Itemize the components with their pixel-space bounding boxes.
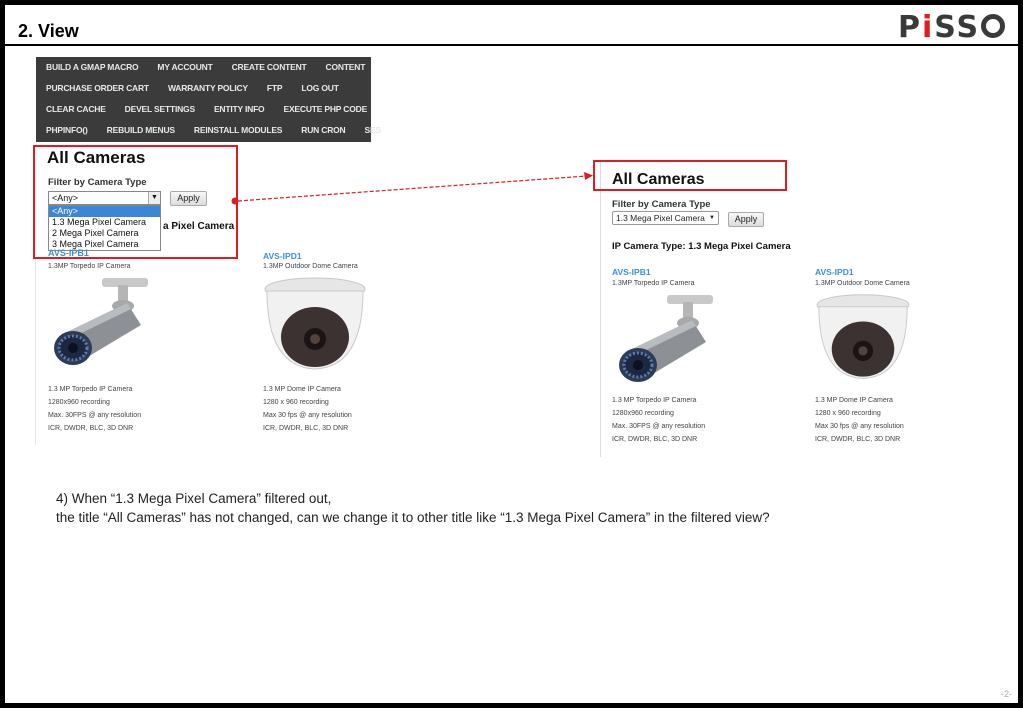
bullet-camera-image	[610, 292, 720, 392]
right-view-title: All Cameras	[612, 171, 705, 188]
chevron-down-icon[interactable]: ▼	[709, 215, 715, 221]
slide-title: 2. View	[18, 21, 79, 41]
spec-line: 1280 x 960 recording	[815, 410, 881, 417]
spec-line: ICR, DWDR, BLC, 3D DNR	[815, 436, 901, 443]
review-note	[56, 489, 770, 527]
menu-item[interactable]: LOG OUT	[301, 83, 339, 93]
logo-letters-ss: SS	[934, 10, 981, 45]
menu-item[interactable]: WARRANTY POLICY	[167, 83, 248, 93]
right-view-frame	[600, 160, 601, 457]
spec-line: 1.3 MP Torpedo IP Camera	[612, 397, 697, 404]
menu-item[interactable]: REBUILD MENUS	[106, 125, 175, 135]
page-number: -2-	[1001, 689, 1012, 699]
right-apply-button[interactable]: Apply	[728, 212, 764, 227]
dropdown-option[interactable]: 1.3 Mega Pixel Camera	[52, 217, 147, 227]
left-card-id-partial[interactable]: AVS-IPB1	[48, 248, 89, 258]
left-card-id[interactable]: AVS-IPD1	[263, 251, 302, 261]
left-card-subtitle: 1.3MP Outdoor Dome Camera	[263, 263, 358, 270]
spec-line: Max. 30FPS @ any resolution	[612, 423, 706, 430]
spec-line: ICR, DWDR, BLC, 3D DNR	[612, 436, 698, 443]
spec-line: ICR, DWDR, BLC, 3D DNR	[48, 425, 134, 432]
right-filter-label: Filter by Camera Type	[612, 199, 711, 210]
left-select-value: <Any>	[52, 193, 79, 203]
spec-line: 1280x960 recording	[48, 399, 110, 406]
left-apply-button[interactable]: Apply	[170, 191, 207, 206]
dropdown-option[interactable]: 2 Mega Pixel Camera	[52, 228, 139, 238]
right-select-value: 1.3 Mega Pixel Camera	[616, 213, 705, 223]
left-card-subtitle: 1.3MP Torpedo IP Camera	[48, 263, 131, 270]
left-type-heading: a Pixel Camera	[163, 221, 235, 232]
right-card-subtitle: 1.3MP Torpedo IP Camera	[612, 280, 695, 287]
menu-item[interactable]: REINSTALL MODULES	[193, 125, 283, 135]
dropdown-option[interactable]: 3 Mega Pixel Camera	[52, 239, 139, 249]
spec-line: 1.3 MP Torpedo IP Camera	[48, 386, 133, 393]
spec-line: Max 30 fps @ any resolution	[815, 423, 904, 430]
right-card-subtitle: 1.3MP Outdoor Dome Camera	[815, 280, 910, 287]
menu-item[interactable]: FTP	[266, 83, 283, 93]
spec-line: ICR, DWDR, BLC, 3D DNR	[263, 425, 349, 432]
menu-item[interactable]: EXECUTE PHP CODE	[283, 104, 368, 114]
dome-camera-image	[813, 292, 913, 384]
left-filter-label: Filter by Camera Type	[48, 177, 147, 188]
right-camera-type-select[interactable]	[612, 211, 719, 225]
menu-item[interactable]: SES	[364, 125, 381, 135]
menu-item[interactable]: CREATE CONTENT	[231, 62, 307, 72]
note-line: the title “All Cameras” has not changed, can we change it to other title like “1.3 Mega Pixel Camera” in the filtered view?	[56, 510, 770, 525]
menu-item[interactable]: RUN CRON	[301, 125, 346, 135]
menu-item[interactable]: BUILD A GMAP MACRO	[46, 62, 139, 72]
logo-letter-p: P	[898, 10, 922, 45]
spec-line: 1.3 MP Dome IP Camera	[815, 397, 893, 404]
spec-line: 1280 x 960 recording	[263, 399, 329, 406]
right-card-id[interactable]: AVS-IPD1	[815, 267, 854, 277]
right-card-specs	[815, 394, 904, 446]
spec-line: 1280x960 recording	[612, 410, 674, 417]
left-view-title: All Cameras	[47, 148, 146, 167]
logo-letter-i: i	[922, 10, 935, 45]
spec-line: Max. 30FPS @ any resolution	[48, 412, 142, 419]
slide	[5, 5, 1018, 703]
right-card-id[interactable]: AVS-IPB1	[612, 267, 651, 277]
right-type-heading: IP Camera Type: 1.3 Mega Pixel Camera	[612, 241, 791, 252]
dropdown-option[interactable]: <Any>	[49, 206, 160, 217]
menu-item[interactable]: ENTITY INFO	[213, 104, 265, 114]
menu-item[interactable]: DEVEL SETTINGS	[124, 104, 195, 114]
menu-item[interactable]: CONTENT	[325, 62, 366, 72]
menu-item[interactable]: PURCHASE ORDER CART	[46, 83, 149, 93]
menu-item[interactable]: PHPINFO()	[46, 125, 88, 135]
chevron-down-icon[interactable]: ▼	[148, 192, 160, 204]
spec-line: Max 30 fps @ any resolution	[263, 412, 352, 419]
menu-item[interactable]: CLEAR CACHE	[46, 104, 106, 114]
spec-line: 1.3 MP Dome IP Camera	[263, 386, 341, 393]
menu-item[interactable]: MY ACCOUNT	[157, 62, 213, 72]
note-line: 4) When “1.3 Mega Pixel Camera” filtered out,	[56, 491, 332, 506]
right-card-specs	[612, 394, 705, 446]
